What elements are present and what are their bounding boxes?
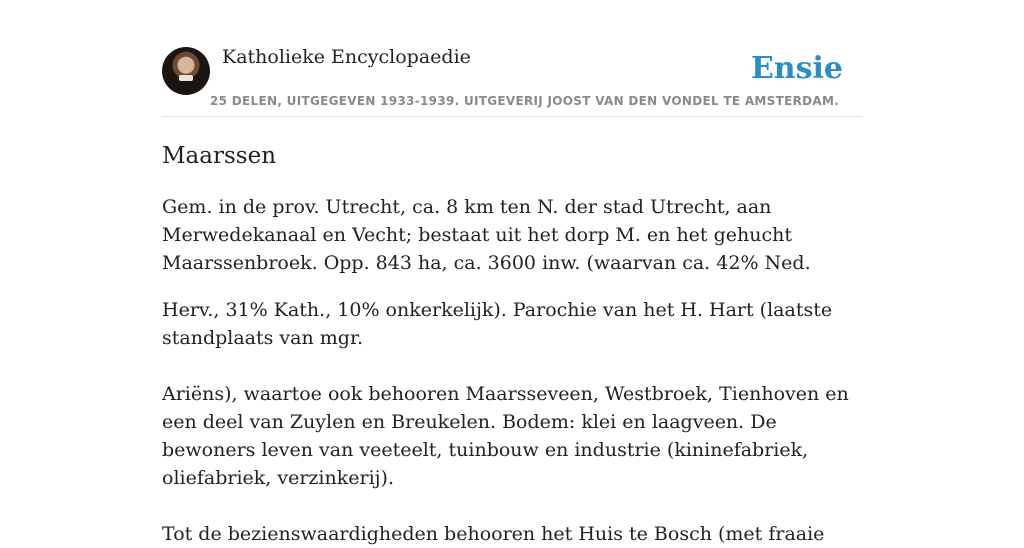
site-header (162, 0, 862, 117)
portrait-collar (179, 75, 193, 81)
article-paragraph: Ariëns), waartoe ook behooren Maarsseveen, Westbroek, Tienhoven en een deel van Zuylen en Breukelen. Bodem: klei en laagveen. De bewoners leven van veeteelt, tuinbouw en industrie (kininefabriek, oliefabriek, verzinkerij). (162, 383, 849, 489)
article-paragraph: Herv., 31% Kath., 10% onkerkelijk). Parochie van het H. Hart (laatste standplaats van mgr. (162, 299, 833, 349)
entry-title: Maarssen (162, 143, 277, 169)
brand-logo-link[interactable]: Ensie (750, 51, 843, 86)
book-title-link[interactable]: Katholieke Encyclopaedie (222, 46, 471, 68)
article-paragraph: Tot de bezienswaardigheden behooren het Huis te Bosch (met fraaie (162, 523, 825, 545)
book-subtitle: 25 DELEN, UITGEGEVEN 1933-1939. UITGEVERIJ JOOST VAN DEN VONDEL TE AMSTERDAM. (210, 94, 840, 108)
portrait-icon[interactable] (162, 47, 210, 95)
page (162, 0, 862, 548)
article-paragraph: Gem. in de prov. Utrecht, ca. 8 km ten N. der stad Utrecht, aan Merwedekanaal en Vecht; bestaat uit het dorp M. en het gehucht Maarssenbroek. Opp. 843 ha, ca. 3600 inw. (waarvan ca. 42% Ned. (162, 196, 811, 274)
